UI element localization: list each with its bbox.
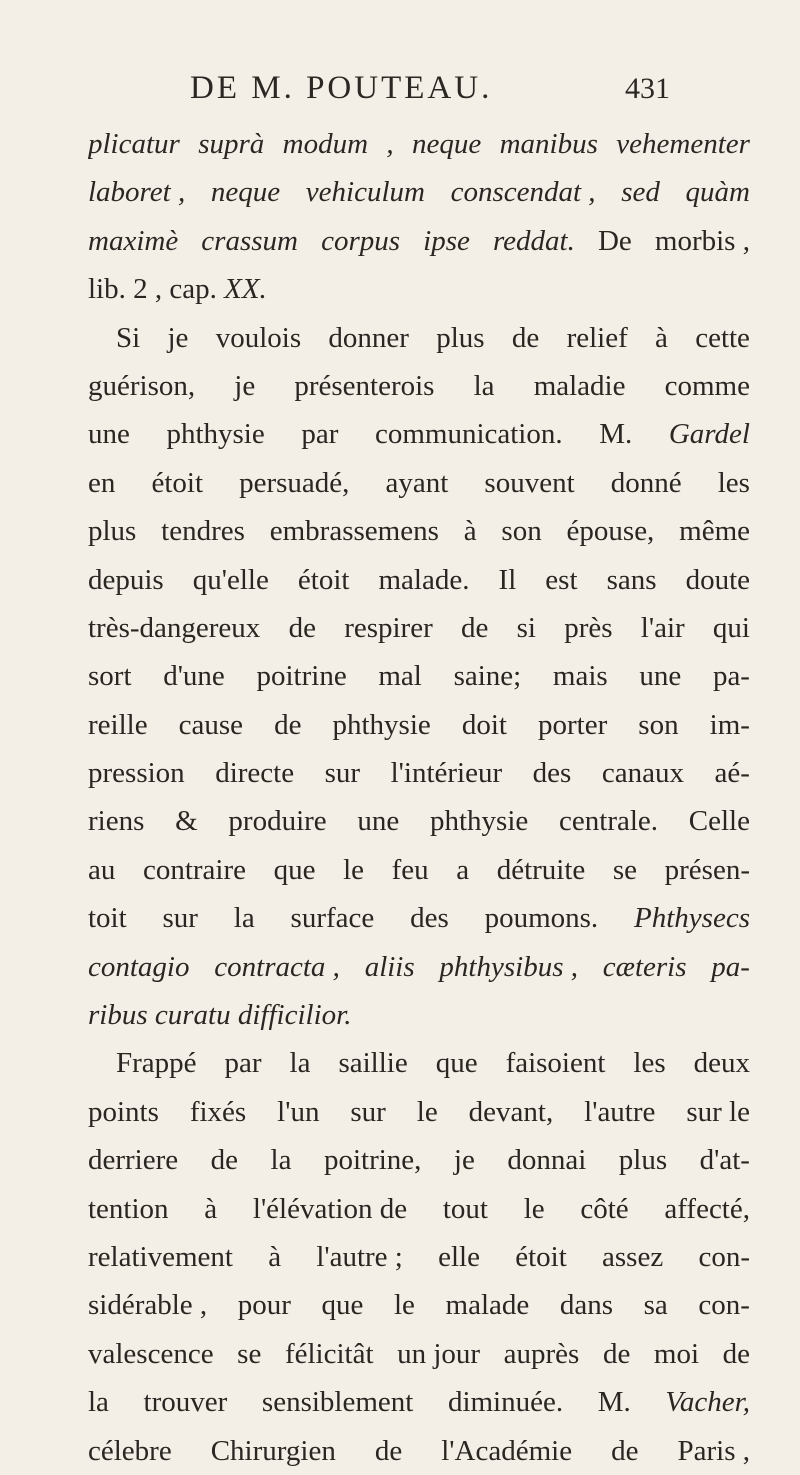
word: l'intérieur [390, 757, 503, 790]
word: mais [552, 660, 608, 693]
word: suprà [198, 128, 265, 160]
word: à [204, 1192, 218, 1225]
word: pa- [711, 950, 750, 983]
word: l'un [277, 1095, 320, 1128]
word: sur [324, 757, 361, 790]
word: auprès [503, 1337, 580, 1370]
word: sa [643, 1289, 668, 1322]
text-line [88, 410, 750, 458]
text-line [88, 459, 750, 507]
word: corpus [321, 224, 401, 257]
word: sans [606, 563, 657, 596]
word: donnai [507, 1144, 587, 1177]
word: Gardel [668, 418, 750, 451]
word: étoit [515, 1240, 567, 1273]
word: plus [618, 1144, 668, 1177]
word: aé- [714, 757, 750, 790]
word: doute [685, 563, 750, 596]
word: voulois [215, 321, 302, 354]
word: les [633, 1047, 666, 1080]
word: de [602, 1337, 631, 1370]
word: présen- [664, 853, 750, 886]
word: M. [599, 418, 633, 451]
text-line [88, 701, 750, 749]
word: que [273, 853, 316, 886]
word: cause [178, 708, 244, 741]
word: phthysibus , [439, 950, 578, 983]
word: des [532, 757, 572, 790]
word: devant, [468, 1095, 554, 1128]
word: faisoient [505, 1047, 606, 1080]
word: maladie [533, 369, 626, 402]
word: donner [328, 321, 409, 354]
word: même [679, 515, 750, 548]
word: malade [445, 1289, 530, 1322]
word: détruite [496, 853, 586, 886]
word: con- [698, 1289, 750, 1322]
word: diminuée. [447, 1386, 564, 1419]
word: tout [442, 1192, 488, 1225]
word: en [88, 466, 116, 499]
word: vehementer [616, 128, 750, 160]
word: je [167, 321, 189, 354]
word: que [435, 1047, 478, 1080]
word: guérison, [88, 369, 196, 402]
word: derriere [88, 1144, 179, 1177]
word: sed [621, 176, 660, 209]
word: de [288, 611, 316, 644]
text-line [88, 168, 750, 216]
word: les [717, 466, 750, 499]
word: poitrine, [323, 1144, 422, 1177]
word: donné [610, 466, 682, 499]
word: valescence [88, 1337, 214, 1370]
word: doit [461, 708, 507, 741]
word: sur [350, 1095, 386, 1128]
text-line [88, 1088, 750, 1136]
word: son [501, 515, 542, 548]
word: moi [653, 1337, 700, 1370]
body-text [88, 120, 750, 1475]
word: par [301, 418, 339, 451]
word: dans [559, 1289, 614, 1322]
word: & [175, 805, 198, 838]
word: phthysie [166, 418, 265, 451]
word: côté [580, 1192, 629, 1225]
word: 2 , [133, 273, 163, 306]
word: qui [712, 611, 750, 644]
word: sort [88, 660, 132, 693]
word: plicatur [88, 128, 180, 160]
word: persuadé, [239, 466, 350, 499]
word: de [374, 1434, 403, 1467]
word: laboret , [88, 176, 186, 209]
word: l'autre [584, 1095, 656, 1128]
word: tention [88, 1192, 169, 1225]
word: ipse [423, 224, 470, 257]
word: difficilior. [237, 999, 352, 1032]
text-line [88, 1136, 750, 1184]
word: la [88, 1386, 109, 1419]
word: souvent [484, 466, 575, 499]
text-line [88, 120, 750, 168]
word: étoit [297, 563, 350, 596]
word: manibus [499, 128, 598, 160]
word: ribus [88, 999, 148, 1032]
word: au [88, 853, 116, 886]
word: assez [602, 1240, 664, 1273]
word: feu [391, 853, 429, 886]
word: morbis , [654, 224, 750, 257]
word: Celle [688, 805, 750, 838]
text-line [88, 1039, 750, 1087]
word: phthysie [332, 708, 431, 741]
word: contracta , [214, 950, 340, 983]
word: une [88, 418, 130, 451]
word: Si [116, 321, 141, 354]
word: aliis [364, 950, 415, 983]
word: à [655, 321, 668, 354]
word: que [321, 1289, 364, 1322]
word: , [386, 128, 394, 160]
word: sensiblement [261, 1386, 414, 1419]
text-line [88, 991, 750, 1039]
word: des [410, 902, 449, 935]
word: à [268, 1240, 282, 1273]
text-line [88, 1233, 750, 1281]
word: cæteris [602, 950, 687, 983]
word: crassum [201, 224, 298, 257]
text-line [88, 217, 750, 265]
word: si [516, 611, 536, 644]
word: cette [695, 321, 750, 354]
word: l'air [640, 611, 685, 644]
word: reille [88, 708, 148, 741]
text-line [88, 797, 750, 845]
word: Chirurgien [210, 1434, 336, 1467]
word: la [270, 1144, 292, 1177]
word: curatu [154, 999, 231, 1032]
word: sur [162, 902, 198, 935]
word: toit [88, 902, 127, 935]
word: M. [597, 1386, 631, 1419]
word: canaux [601, 757, 684, 790]
text-line [88, 846, 750, 894]
word: relativement [88, 1240, 233, 1273]
text-line [88, 362, 750, 410]
word: communication. [374, 418, 563, 451]
word: affecté, [664, 1192, 750, 1225]
word: quàm [685, 176, 750, 209]
word: reddat. [492, 224, 575, 257]
word: par [224, 1047, 262, 1080]
word: phthysie [430, 805, 529, 838]
word: elle [438, 1240, 480, 1273]
word: mal [378, 660, 422, 693]
text-line [88, 507, 750, 555]
word: de [210, 1144, 239, 1177]
word: XX. [224, 273, 267, 306]
word: de [511, 321, 540, 354]
word: neque [412, 128, 482, 160]
word: le [394, 1289, 415, 1322]
text-line [88, 1185, 750, 1233]
text-line [88, 604, 750, 652]
word: est [545, 563, 578, 596]
text-line [88, 1281, 750, 1329]
word: relief [566, 321, 628, 354]
word: con- [698, 1240, 750, 1273]
word: saine; [453, 660, 522, 693]
word: Il [498, 563, 517, 596]
word: de [461, 611, 489, 644]
word: ayant [385, 466, 449, 499]
word: sur le [686, 1095, 750, 1128]
word: présenterois [294, 369, 435, 402]
word: contagio [88, 950, 190, 983]
word: une [357, 805, 400, 838]
word: se [612, 853, 638, 886]
word: le [343, 853, 365, 886]
word: plus [436, 321, 485, 354]
word: depuis [88, 563, 164, 596]
word: pour [237, 1289, 291, 1322]
word: près [564, 611, 613, 644]
word: la [233, 902, 255, 935]
word: de [722, 1337, 750, 1370]
word: plus [88, 515, 137, 548]
word: la [289, 1047, 311, 1080]
word: embrassemens [269, 515, 439, 548]
word: im- [709, 708, 750, 741]
word: saillie [338, 1047, 408, 1080]
word: points [88, 1095, 159, 1128]
word: qu'elle [192, 563, 269, 596]
page-header [190, 70, 670, 114]
text-line [88, 314, 750, 362]
text-line [88, 1378, 750, 1426]
word: Phthysecs [634, 902, 750, 935]
word: pa- [712, 660, 750, 693]
word: d'at- [699, 1144, 750, 1177]
word: une [639, 660, 682, 693]
text-line [88, 894, 750, 942]
word: porter [538, 708, 608, 741]
word: tendres [161, 515, 245, 548]
word: Paris , [677, 1434, 750, 1467]
word: l'autre ; [316, 1240, 403, 1273]
word: modum [282, 128, 369, 160]
word: conscendat , [450, 176, 596, 209]
word: le [416, 1095, 438, 1128]
word: de [274, 708, 302, 741]
word: malade. [378, 563, 470, 596]
running-head: DE M. POUTEAU. [190, 70, 493, 106]
word: la [473, 369, 495, 402]
word: je [234, 369, 256, 402]
word: à [463, 515, 477, 548]
page-number: 431 [625, 72, 670, 105]
text-line [88, 556, 750, 604]
word: lib. [88, 273, 126, 306]
word: neque [210, 176, 281, 209]
text-line [88, 749, 750, 797]
word: sidérable , [88, 1289, 208, 1322]
word: poitrine [256, 660, 347, 693]
word: pression [88, 757, 185, 790]
word: produire [228, 805, 327, 838]
word: célebre [88, 1434, 172, 1467]
word: Frappé [116, 1047, 197, 1080]
word: un jour [397, 1337, 481, 1370]
word: comme [664, 369, 750, 402]
word: centrale. [559, 805, 659, 838]
word: Vacher, [665, 1386, 750, 1419]
word: très-dangereux [88, 611, 261, 644]
text-line [88, 652, 750, 700]
word: De [597, 224, 632, 257]
word: félicitât [284, 1337, 374, 1370]
text-line [88, 1427, 750, 1475]
word: vehiculum [305, 176, 425, 209]
word: deux [693, 1047, 750, 1080]
word: se [237, 1337, 262, 1370]
word: l'élévation de [252, 1192, 408, 1225]
word: a [456, 853, 470, 886]
word: cap. [169, 273, 217, 306]
word: riens [88, 805, 145, 838]
text-line [88, 265, 750, 313]
text-line [88, 1330, 750, 1378]
word: poumons. [484, 902, 599, 935]
word: maximè [88, 224, 179, 257]
word: étoit [151, 466, 204, 499]
word: contraire [142, 853, 247, 886]
word: je [453, 1144, 475, 1177]
word: le [523, 1192, 545, 1225]
word: épouse, [566, 515, 655, 548]
word: de [611, 1434, 639, 1467]
word: trouver [143, 1386, 228, 1419]
word: d'une [163, 660, 225, 693]
text-line [88, 943, 750, 991]
word: respirer [344, 611, 433, 644]
word: directe [215, 757, 295, 790]
word: son [638, 708, 679, 741]
word: fixés [189, 1095, 247, 1128]
word: l'Académie [441, 1434, 573, 1467]
word: surface [290, 902, 375, 935]
